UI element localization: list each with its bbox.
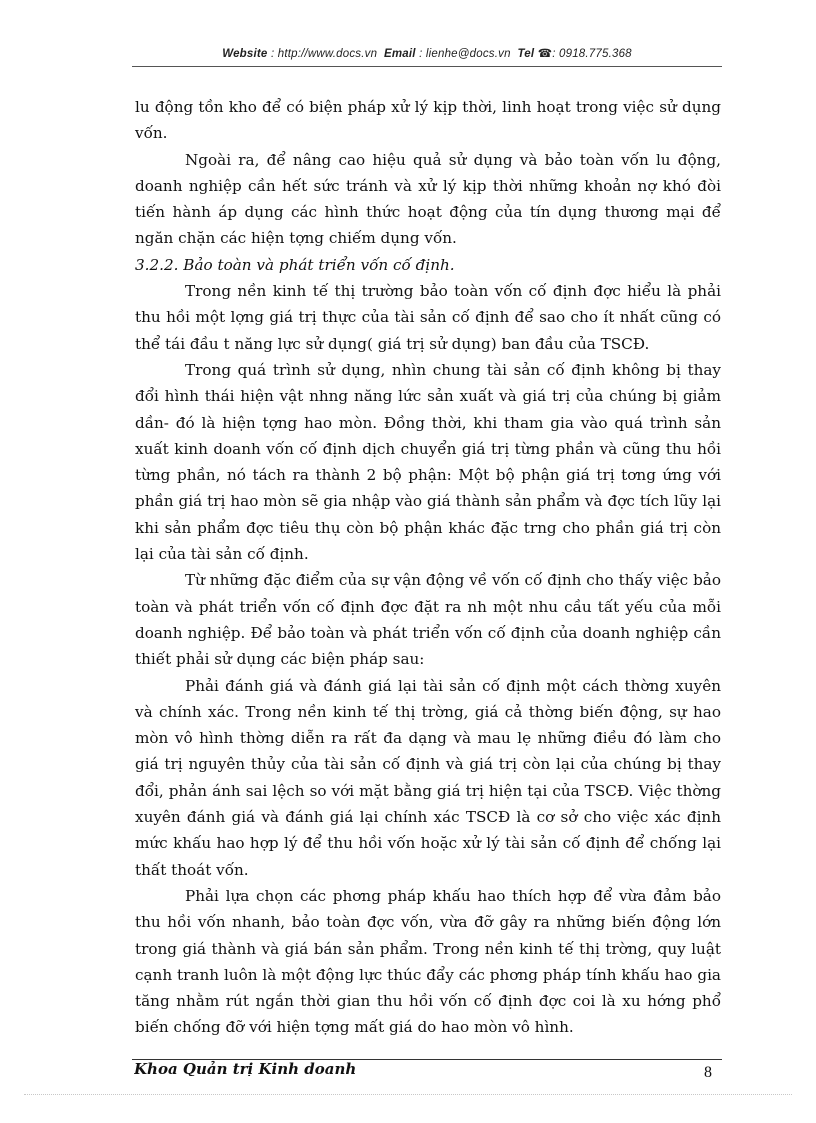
page-bottom-dotted-rule: [24, 1094, 792, 1095]
paragraph-4: Trong quá trình sử dụng, nhìn chung tài sản cố định không bị thay đổi hình thái hiện vật nhng năng lức sản xuất và giá trị của chúng bị giảm dần- đó là hiện tợng hao mòn. Đồng thời, khi tham gia vào quá trình sản xuất kinh doanh vốn cố định dịch chuyển giá trị từng phần và cũng thu hồi từng phần, nó tách ra thành 2 bộ phận: Một bộ phận giá trị tơng ứng với phần giá trị hao mòn sẽ gia nhập vào giá thành sản phẩm và đợc tích lũy lại khi sản phẩm đợc tiêu thụ còn bộ phận khác đặc trng cho phần giá trị còn lại của tài sản cố định.: [135, 360, 721, 564]
paragraph-7: Phải lựa chọn các phơng pháp khấu hao thích hợp để vừa đảm bảo thu hồi vốn nhanh, bảo toàn đợc vốn, vừa đỡ gây ra những biến động lớn trong giá thành và giá bán sản phẩm. Trong nền kinh tế thị trờng, quy luật cạnh tranh luôn là một động lực thúc đẩy các phơng pháp tính khấu hao gia tăng nhằm rút ngắn thời gian thu hồi vốn cố định đợc coi là xu hớng phổ biến chống đỡ với hiện tợng mất giá do hao mòn vô hình.: [135, 886, 721, 1037]
header-rule: [132, 66, 722, 67]
tel-value: : 0918.775.368: [552, 48, 632, 60]
phone-icon: ☎: [537, 48, 553, 60]
footer-department: Khoa Quản trị Kinh doanh: [134, 1060, 357, 1076]
website-value[interactable]: : http://www.docs.vn: [270, 48, 378, 60]
email-value[interactable]: : lienhe@docs.vn: [419, 48, 511, 60]
section-heading: 3.2.2. Bảo toàn và phát triển vốn cố định.: [135, 255, 455, 274]
email-label: Email: [384, 48, 416, 60]
website-label: Website: [222, 48, 268, 60]
page-header: [132, 46, 722, 60]
paragraph-5: Từ những đặc điểm của sự vận động về vốn cố định cho thấy việc bảo toàn và phát triển vốn cố định đợc đặt ra nh một nhu cầu tất yếu của mỗi doanh nghiệp. Để bảo toàn và phát triển vốn cố định của doanh nghiệp cần thiết phải sử dụng các biện pháp sau:: [135, 571, 721, 669]
page-number: 8: [704, 1064, 712, 1081]
paragraph-2: Ngoài ra, để nâng cao hiệu quả sử dụng và bảo toàn vốn lu động, doanh nghiệp cần hết sức tránh và xử lý kịp thời những khoản nợ khó đòi tiến hành áp dụng các hình thức hoạt động của tín dụng thương mại để ngăn chặn các hiện tợng chiếm dụng vốn.: [135, 150, 721, 248]
page-body: [135, 94, 721, 1041]
paragraph-1: lu động tồn kho để có biện pháp xử lý kịp thời, linh hoạt trong việc sử dụng vốn.: [135, 98, 721, 143]
paragraph-6: Phải đánh giá và đánh giá lại tài sản cố định một cách thờng xuyên và chính xác. Trong nền kinh tế thị trờng, giá cả thờng biến động, sự hao mòn vô hình thờng diễn ra rất đa dạng và mau lẹ những điều đó làm cho giá trị nguyên thủy của tài sản cố định và giá trị còn lại của chúng bị thay đổi, phản ánh sai lệch so với mặt bằng giá trị hiện tại của TSCĐ. Việc thờng xuyên đánh giá và đánh giá lại chính xác TSCĐ là cơ sở cho việc xác định mức khấu hao hợp lý để thu hồi vốn hoặc xử lý tài sản cố định để chống lại thất thoát vốn.: [135, 676, 721, 879]
paragraph-3: Trong nền kinh tế thị trường bảo toàn vốn cố định đợc hiểu là phải thu hồi một lợng giá trị thực của tài sản cố định để sao cho ít nhất cũng có thể tái đầu t năng lực sử dụng( giá trị sử dụng) ban đầu của TSCĐ.: [135, 282, 721, 353]
tel-label: Tel: [517, 48, 535, 60]
